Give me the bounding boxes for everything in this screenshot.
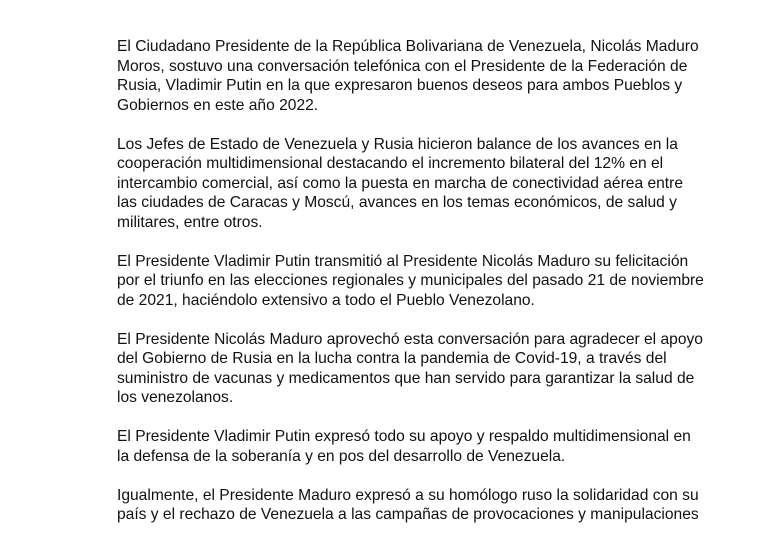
paragraph-congratulation [117, 252, 717, 311]
paragraph-pandemic-support [117, 330, 717, 408]
document-body [117, 37, 717, 544]
text-line: la defensa de la soberanía y en pos del desarrollo de Venezuela. [117, 447, 566, 465]
text-line: país y el rechazo de Venezuela a las campañas de provocaciones y manipulaciones [117, 506, 699, 523]
text-line: Los Jefes de Estado de Venezuela y Rusia hicieron balance de los avances en la [117, 135, 678, 153]
text-line: Igualmente, el Presidente Maduro expresó a su homólogo ruso la solidaridad con su [117, 486, 699, 504]
text-line: por el triunfo en las elecciones regionales y municipales del pasado 21 de noviembre [117, 272, 704, 289]
text-line: Rusia, Vladimir Putin en la que expresaron buenos deseos para ambos Pueblos y [117, 77, 683, 94]
text-line: intercambio comercial, así como la puesta en marcha de conectividad aérea entre [117, 174, 684, 192]
paragraph-solidarity [117, 486, 717, 525]
text-line: las ciudades de Caracas y Moscú, avances en los temas económicos, de salud y [117, 194, 677, 211]
text-line: El Presidente Nicolás Maduro aprovechó esta conversación para agradecer el apoyo [117, 330, 703, 348]
text-line: de 2021, haciéndolo extensivo a todo el Pueblo Venezolano. [117, 291, 535, 309]
text-line: Gobiernos en este año 2022. [117, 96, 319, 114]
paragraph-sovereignty [117, 427, 717, 466]
text-line: suministro de vacunas y medicamentos que han servido para garantizar la salud de [117, 369, 695, 387]
paragraph-phone-call [117, 37, 717, 115]
text-line: militares, entre otros. [117, 213, 263, 231]
paragraph-cooperation [117, 135, 717, 233]
text-line: El Ciudadano Presidente de la República Bolivariana de Venezuela, Nicolás Maduro [117, 38, 699, 55]
text-line: El Presidente Vladimir Putin transmitió al Presidente Nicolás Maduro su felicitación [117, 252, 689, 270]
text-line: El Presidente Vladimir Putin expresó todo su apoyo y respaldo multidimensional en [117, 428, 691, 445]
text-line: Moros, sostuvo una conversación telefónica con el Presidente de la Federación de [117, 57, 688, 75]
text-line: cooperación multidimensional destacando el incremento bilateral del 12% en el [117, 155, 664, 172]
text-line: los venezolanos. [117, 389, 234, 406]
text-line: del Gobierno de Rusia en la lucha contra la pandemia de Covid-19, a través del [117, 350, 667, 367]
